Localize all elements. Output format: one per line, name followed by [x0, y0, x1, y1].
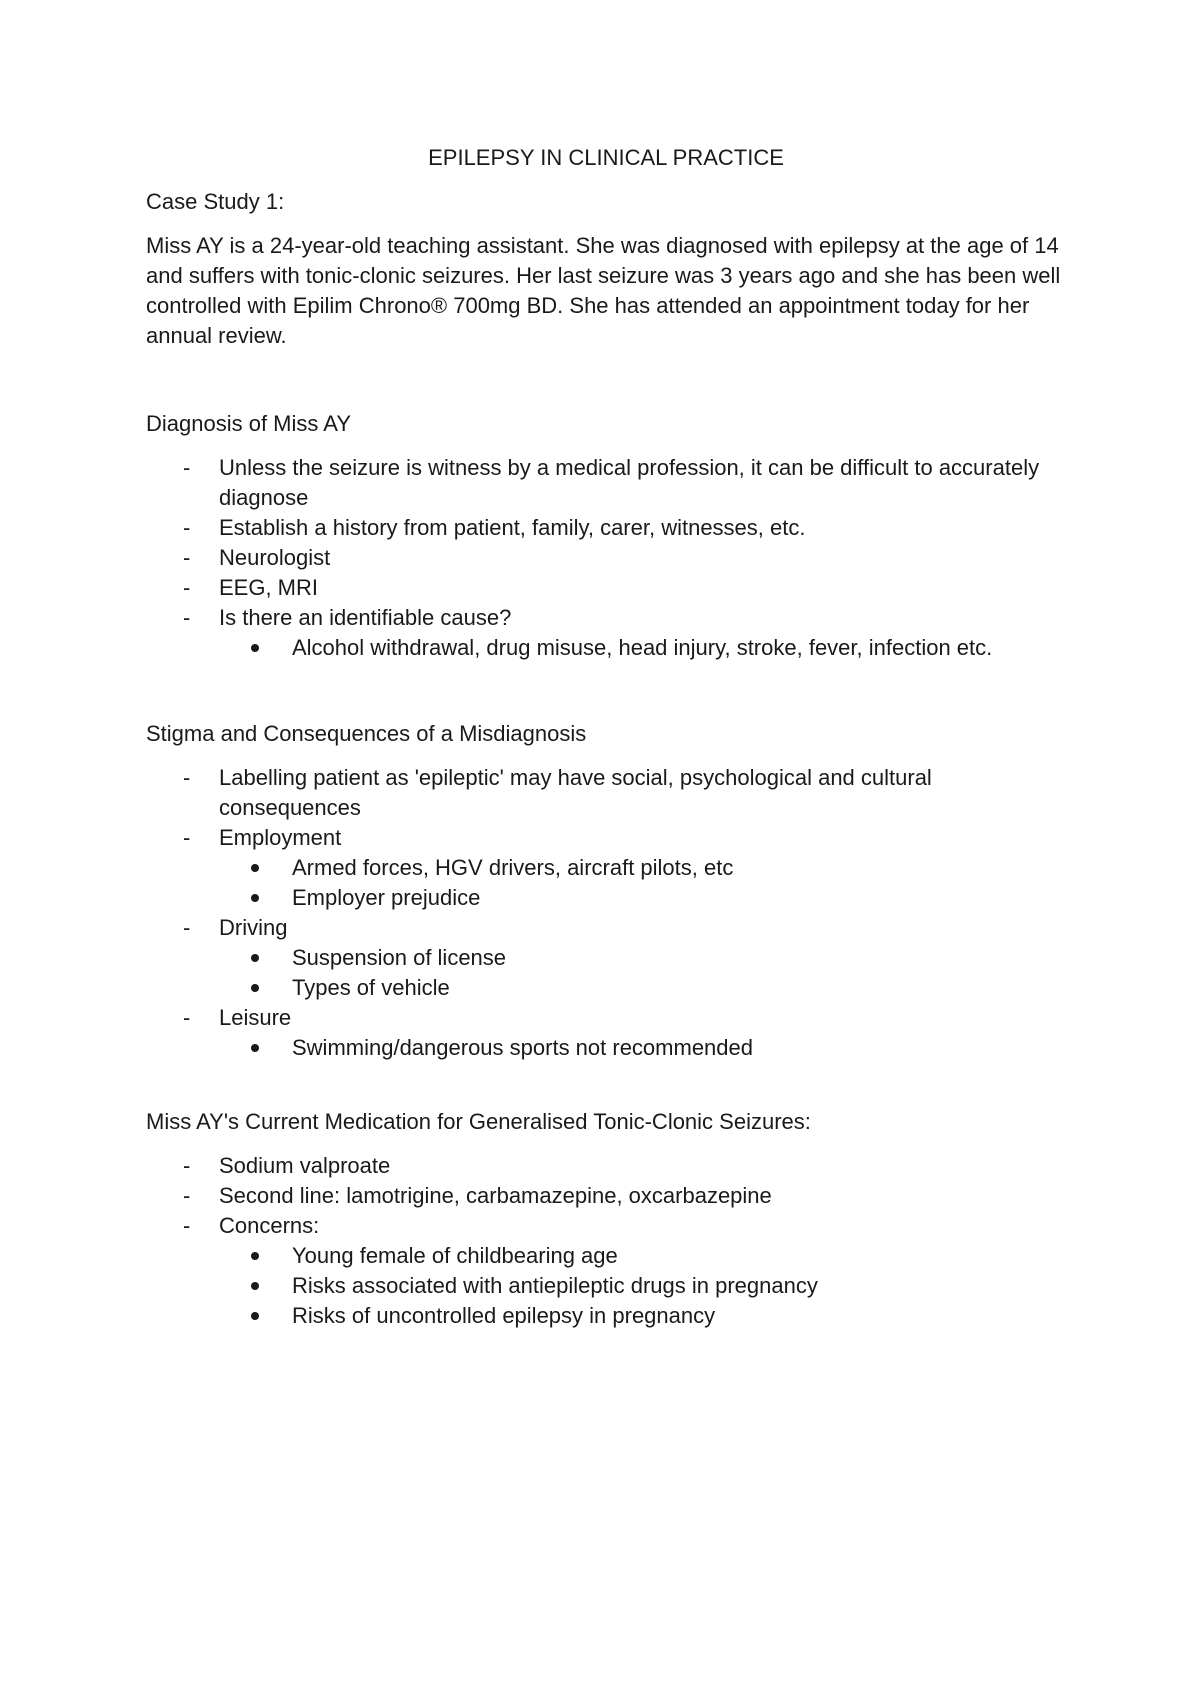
sub-list-item: Swimming/dangerous sports not recommended: [219, 1033, 1066, 1063]
document-page: [146, 143, 1066, 1331]
diagnosis-list: [146, 453, 1066, 663]
dash-marker: -: [183, 765, 191, 790]
list-item: - Establish a history from patient, family, carer, witnesses, etc.: [146, 513, 1066, 543]
dash-marker: -: [183, 1183, 191, 1208]
bullet-icon: [251, 1282, 259, 1290]
dash-marker: -: [183, 605, 191, 630]
sub-list-item: Types of vehicle: [219, 973, 1066, 1003]
list-item: - Second line: lamotrigine, carbamazepine, oxcarbazepine: [146, 1181, 1066, 1211]
dash-marker: -: [183, 1213, 191, 1238]
bullet-icon: [251, 864, 259, 872]
list-item: - Labelling patient as 'epileptic' may have social, psychological and cultural consequences: [183, 765, 932, 820]
sub-list: [219, 1033, 1066, 1063]
sub-list: [219, 853, 1066, 913]
case-paragraph: Miss AY is a 24-year-old teaching assistant. She was diagnosed with epilepsy at the age of 14 and suffers with tonic-clonic seizures. Her last seizure was 3 years ago and she has been well controlled with Epilim Chrono® 700mg BD. She has attended an appointment today for her annual review.: [146, 233, 1061, 348]
medication-heading: Miss AY's Current Medication for Generalised Tonic-Clonic Seizures:: [146, 1109, 811, 1134]
bullet-icon: [251, 894, 259, 902]
dash-marker: -: [183, 915, 191, 940]
dash-marker: -: [183, 1005, 191, 1030]
list-item: - Neurologist: [146, 543, 1066, 573]
medication-list: [146, 1151, 1066, 1331]
sub-list-item: Young female of childbearing age: [219, 1241, 1066, 1271]
bullet-icon: [251, 1252, 259, 1260]
list-item: - Unless the seizure is witness by a medical profession, it can be difficult to accurately diagnose: [183, 455, 1040, 510]
list-item: - Is there an identifiable cause? Alcohol withdrawal, drug misuse, head injury, stroke, fever, infection etc.: [146, 603, 1066, 663]
dash-marker: -: [183, 1153, 191, 1178]
document-title: EPILEPSY IN CLINICAL PRACTICE: [428, 145, 784, 170]
sub-list-item: Alcohol withdrawal, drug misuse, head injury, stroke, fever, infection etc.: [219, 633, 1066, 663]
list-item: - EEG, MRI: [146, 573, 1066, 603]
list-item: - Concerns: Young female of childbearing age Risks associated with antiepileptic drugs in pregnancy Risks of uncontrolled epilepsy in pregnancy: [146, 1211, 1066, 1331]
sub-list-item: Risks of uncontrolled epilepsy in pregnancy: [219, 1301, 1066, 1331]
dash-marker: -: [183, 545, 191, 570]
sub-list-item: Risks associated with antiepileptic drugs in pregnancy: [219, 1271, 1066, 1301]
bullet-icon: [251, 984, 259, 992]
bullet-icon: [251, 1312, 259, 1320]
bullet-icon: [251, 1044, 259, 1052]
dash-marker: -: [183, 825, 191, 850]
diagnosis-heading: Diagnosis of Miss AY: [146, 411, 352, 436]
sub-list: [219, 1241, 1066, 1331]
bullet-icon: [251, 644, 259, 652]
stigma-list: [146, 763, 1066, 1063]
dash-marker: -: [183, 515, 191, 540]
bullet-icon: [251, 954, 259, 962]
sub-list-item: Suspension of license: [219, 943, 1066, 973]
list-item: - Leisure Swimming/dangerous sports not recommended: [146, 1003, 1066, 1063]
list-item: - Employment Armed forces, HGV drivers, aircraft pilots, etc Employer prejudice: [146, 823, 1066, 913]
sub-list-item: Armed forces, HGV drivers, aircraft pilots, etc: [219, 853, 1066, 883]
list-item: - Sodium valproate: [146, 1151, 1066, 1181]
sub-list: [219, 633, 1066, 663]
stigma-heading: Stigma and Consequences of a Misdiagnosis: [146, 721, 587, 746]
sub-list: [219, 943, 1066, 1003]
dash-marker: -: [183, 455, 191, 480]
sub-list-item: Employer prejudice: [219, 883, 1066, 913]
dash-marker: -: [183, 575, 191, 600]
case-study-label: Case Study 1:: [146, 189, 285, 214]
list-item: - Driving Suspension of license Types of vehicle: [146, 913, 1066, 1003]
